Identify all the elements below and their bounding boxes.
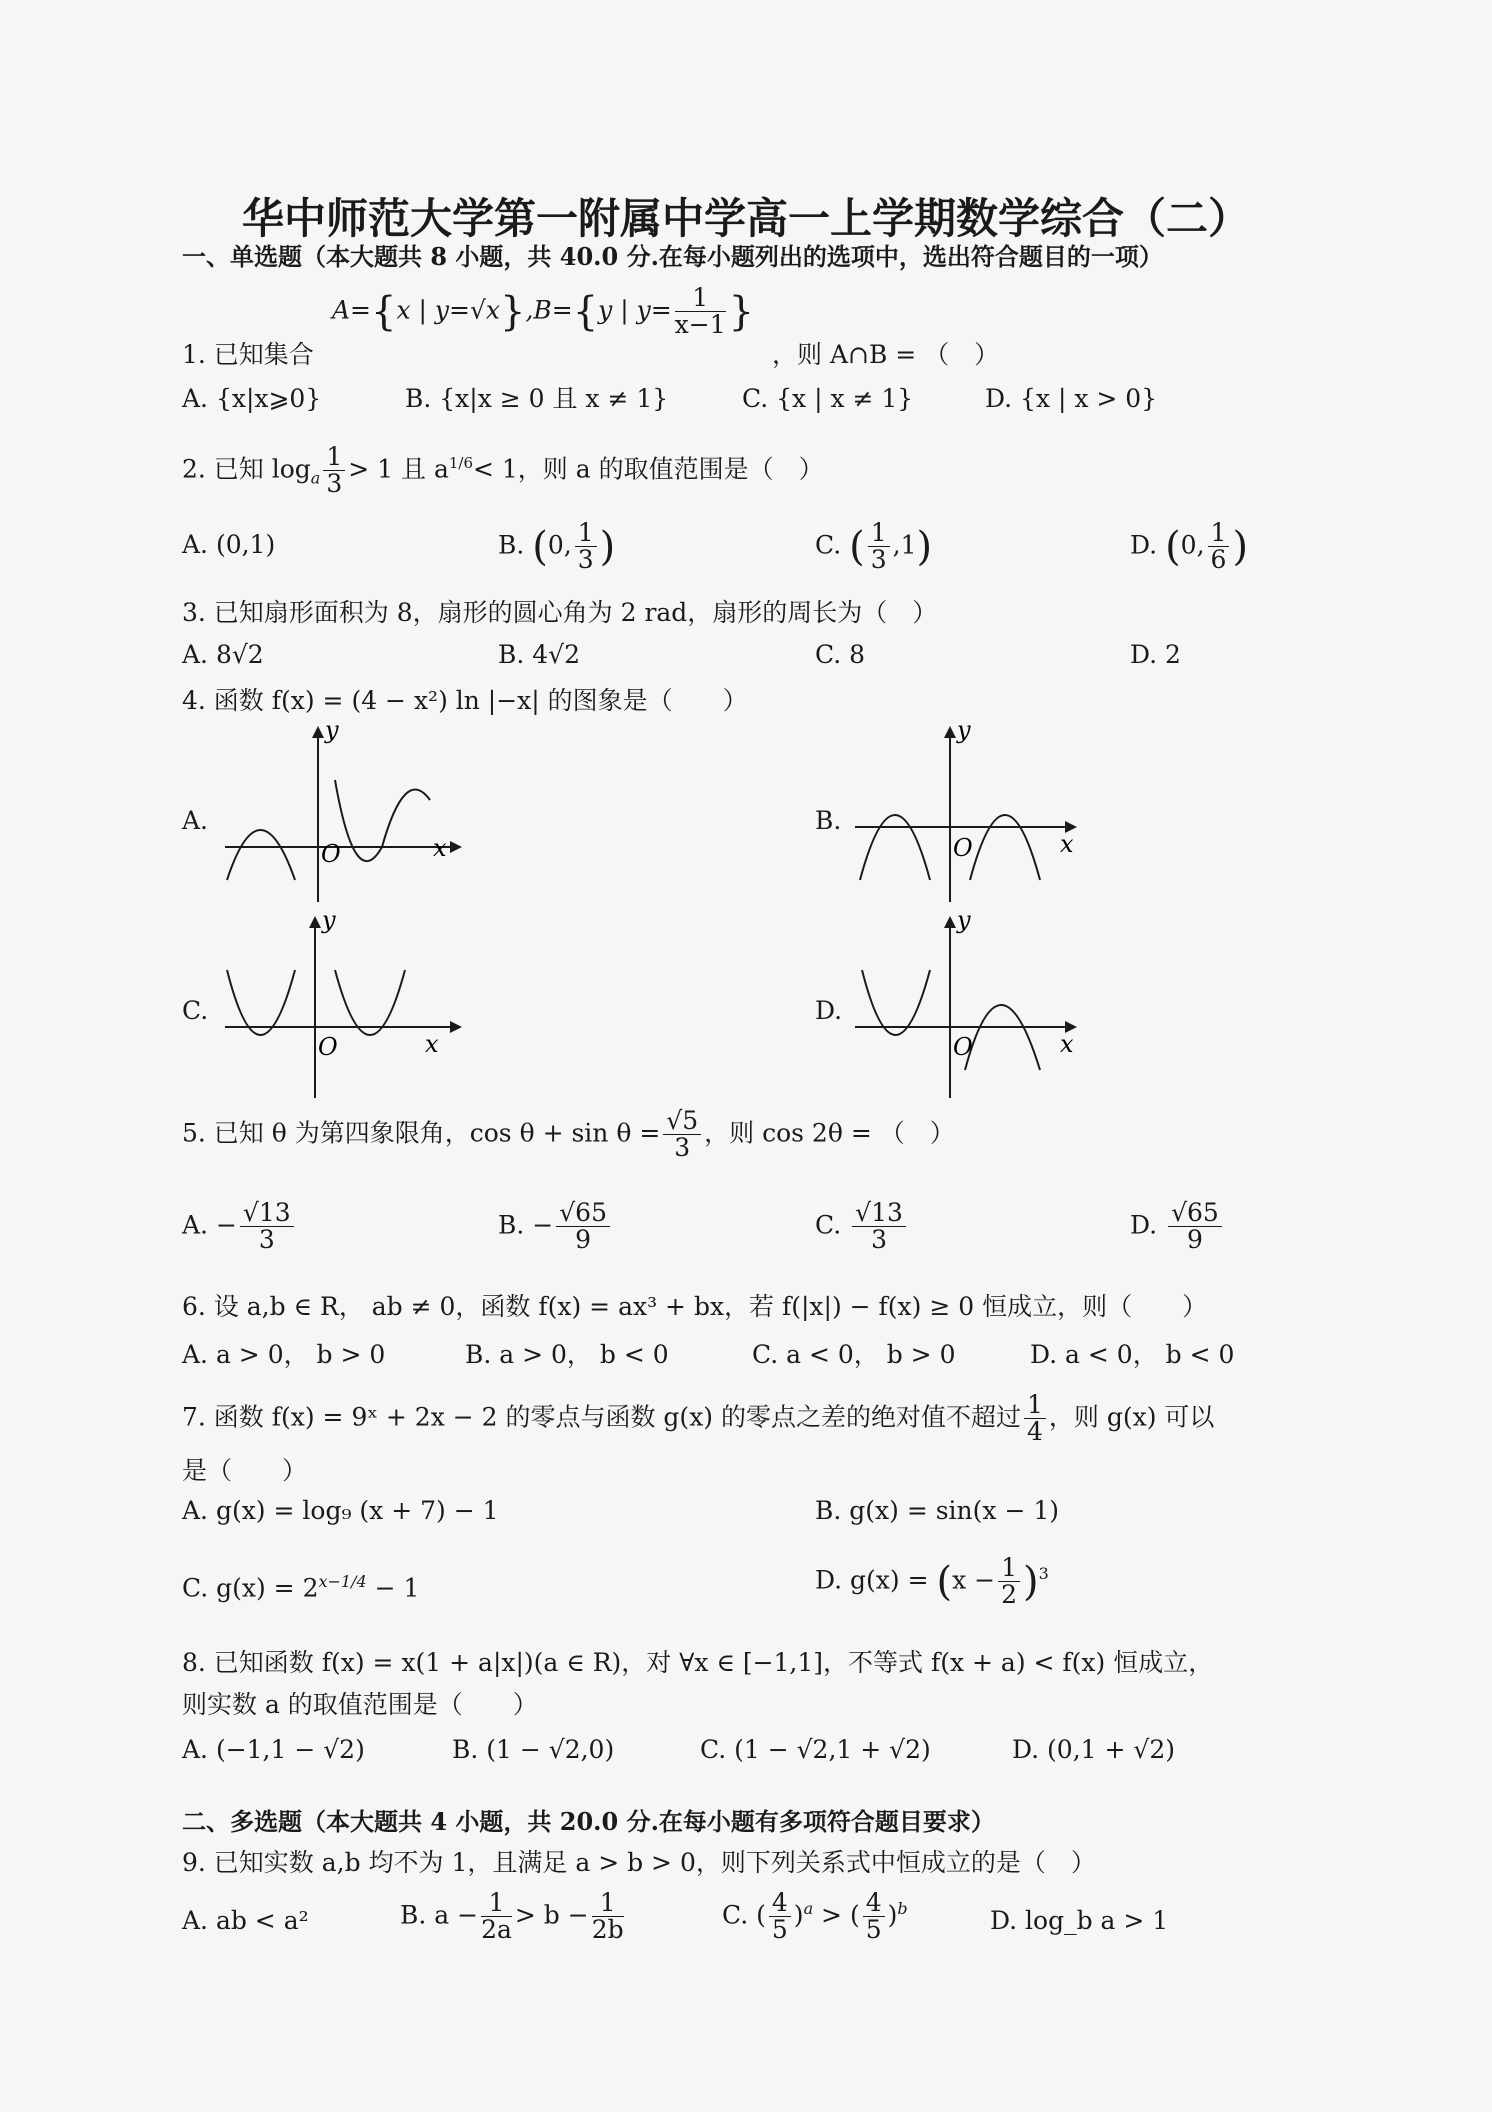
- q1-option-d: D. {x | x > 0}: [985, 384, 1158, 413]
- q4-graph-c: [215, 906, 475, 1100]
- q5-option-d: D. $\frac{√65}{9}$: [1130, 1200, 1225, 1254]
- axis-label-x: x: [1060, 830, 1074, 858]
- origin-label: O: [953, 834, 973, 862]
- q2-stem: 2. 已知 $\log_a$ $\frac{1}{3}$ > 1 且 $a^{1/6}< 1$，则 a 的取值范围是（ ）: [182, 442, 824, 499]
- q4-graph-d: [850, 906, 1110, 1100]
- q7-option-a: A. g(x) = log₉ (x + 7) − 1: [182, 1496, 499, 1525]
- q1-tail: ，则 A∩B = （ ）: [772, 340, 1000, 369]
- q2-option-d: D. (0, $\frac{1}{6}$ ): [1130, 518, 1249, 575]
- axis-label-y: y: [325, 716, 339, 744]
- q1-sets: A={x | y=√x},B={y | y= $\frac{1}{x-1}$ }: [332, 283, 755, 340]
- q9-option-b: B. a − $\frac{1}{2a}$ > b − $\frac{1}{2b}$: [400, 1888, 624, 1945]
- axis-label-x: x: [1060, 1030, 1074, 1058]
- axis-label-y: y: [322, 906, 336, 934]
- q7-option-d: D. g(x) = (x − $\frac{1}{2}$ )$^3$: [815, 1553, 1049, 1610]
- q2-option-a: A. (0,1): [182, 530, 276, 559]
- q4-label-a: A.: [182, 806, 209, 835]
- x-axis-arrow: [450, 1021, 462, 1033]
- axis-label-y: y: [957, 716, 971, 744]
- origin-label: O: [321, 840, 341, 868]
- q1-set-a-label: A=: [332, 295, 372, 325]
- y-axis-arrow: [312, 726, 324, 738]
- curve-right: [335, 780, 430, 861]
- origin-label: O: [318, 1033, 338, 1061]
- q4-graph-a: [215, 716, 475, 910]
- q6-stem: 6. 设 a,b ∈ R， ab ≠ 0，函数 f(x) = ax³ + bx，若 f(|x|) − f(x) ≥ 0 恒成立，则（ ）: [182, 1292, 1208, 1321]
- q1-stem: 1. 已知集合: [182, 340, 314, 369]
- q7-stem-line2: 是（ ）: [182, 1456, 308, 1485]
- q7-option-b: B. g(x) = sin(x − 1): [815, 1496, 1059, 1525]
- curve-right: [965, 1005, 1040, 1070]
- q8-option-a: A. (−1,1 − √2): [182, 1735, 365, 1764]
- q5-option-b: B. − $\frac{√65}{9}$: [498, 1200, 613, 1254]
- q1-set-b-label: ,B=: [525, 295, 573, 325]
- q1-option-b: B. {x|x ≥ 0 且 x ≠ 1}: [405, 384, 669, 413]
- q2-option-b: B. (0, $\frac{1}{3}$ ): [498, 518, 616, 575]
- page-title: 华中师范大学第一附属中学高一上学期数学综合（二）: [241, 194, 1250, 243]
- q4-graph-b: [850, 716, 1110, 910]
- q1-set-a: x | y=√x: [396, 295, 500, 325]
- q9-option-a: A. ab < a²: [182, 1906, 309, 1935]
- q3-stem: 3. 已知扇形面积为 8，扇形的圆心角为 2 rad，扇形的周长为（ ）: [182, 598, 938, 627]
- curve-left: [227, 970, 295, 1035]
- q5-option-a: A. − $\frac{√13}{3}$: [182, 1200, 297, 1254]
- q7-stem: 7. 函数 f(x) = 9ˣ + 2x − 2 的零点与函数 g(x) 的零点之差的绝对值不超过 $\frac{1}{4}$ ，则 g(x) 可以: [182, 1390, 1215, 1447]
- q8-stem-line2: 则实数 a 的取值范围是（ ）: [182, 1690, 538, 1719]
- q5-stem: 5. 已知 θ 为第四象限角，cos θ + sin θ = $\frac{√5}{3}$ ，则 cos 2θ = （ ）: [182, 1106, 955, 1163]
- q1-set-b: y | y=: [598, 295, 672, 325]
- curve-right: [970, 815, 1040, 880]
- q8-option-d: D. (0,1 + √2): [1012, 1735, 1175, 1764]
- q3-option-b: B. 4√2: [498, 640, 581, 669]
- q3-option-c: C. 8: [815, 640, 866, 669]
- curve-right: [335, 970, 405, 1035]
- q6-option-a: A. a > 0， b > 0: [182, 1340, 386, 1369]
- y-axis-arrow: [944, 916, 956, 928]
- q6-option-c: C. a < 0， b > 0: [752, 1340, 956, 1369]
- q1-option-c: C. {x | x ≠ 1}: [742, 384, 914, 413]
- q8-option-b: B. (1 − √2,0): [452, 1735, 615, 1764]
- q7-option-c: C. $g(x) = 2^{x-1/4} - 1$: [182, 1572, 420, 1603]
- origin-label: O: [953, 1033, 973, 1061]
- axis-label-y: y: [957, 906, 971, 934]
- q9-option-d: D. log_b a > 1: [990, 1906, 1169, 1935]
- q5-option-c: C. $\frac{√13}{3}$: [815, 1200, 909, 1254]
- section-2-heading: 二、多选题（本大题共 4 小题，共 20.0 分.在每小题有多项符合题目要求）: [182, 1807, 995, 1836]
- q9-stem: 9. 已知实数 a,b 均不为 1，且满足 a > b > 0，则下列关系式中恒成立的是（ ）: [182, 1848, 1096, 1877]
- q1-option-a: A. {x|x⩾0}: [182, 384, 322, 413]
- q2-option-c: C. ( $\frac{1}{3}$ ,1): [815, 518, 933, 575]
- y-axis-arrow: [309, 916, 321, 928]
- q9-option-c: C. ( $\frac{4}{5}$ )$^a$ > ( $\frac{4}{5}$ )$^b$: [722, 1888, 908, 1945]
- q3-option-d: D. 2: [1130, 640, 1181, 669]
- curve-left: [227, 830, 295, 880]
- axis-label-x: x: [425, 1030, 439, 1058]
- q1-fraction: $\frac{1}{x-1}$: [674, 283, 726, 340]
- q8-option-c: C. (1 − √2,1 + √2): [700, 1735, 931, 1764]
- section-1-heading: 一、单选题（本大题共 8 小题，共 40.0 分.在每小题列出的选项中，选出符合题目的一项）: [182, 242, 1163, 271]
- q6-option-b: B. a > 0， b < 0: [465, 1340, 669, 1369]
- axis-label-x: x: [433, 834, 447, 862]
- y-axis-arrow: [944, 726, 956, 738]
- q4-label-c: C.: [182, 996, 209, 1025]
- q4-label-b: B.: [815, 806, 842, 835]
- curve-left: [862, 970, 930, 1035]
- q4-label-d: D.: [815, 996, 843, 1025]
- q4-stem: 4. 函数 f(x) = (4 − x²) ln |−x| 的图象是（ ）: [182, 686, 748, 715]
- q3-option-a: A. 8√2: [182, 640, 264, 669]
- q6-option-d: D. a < 0， b < 0: [1030, 1340, 1235, 1369]
- q8-stem: 8. 已知函数 f(x) = x(1 + a|x|)(a ∈ R)，对 ∀x ∈ [−1,1]，不等式 f(x + a) < f(x) 恒成立，: [182, 1648, 1214, 1677]
- curve-left: [860, 815, 930, 880]
- x-axis-arrow: [450, 841, 462, 853]
